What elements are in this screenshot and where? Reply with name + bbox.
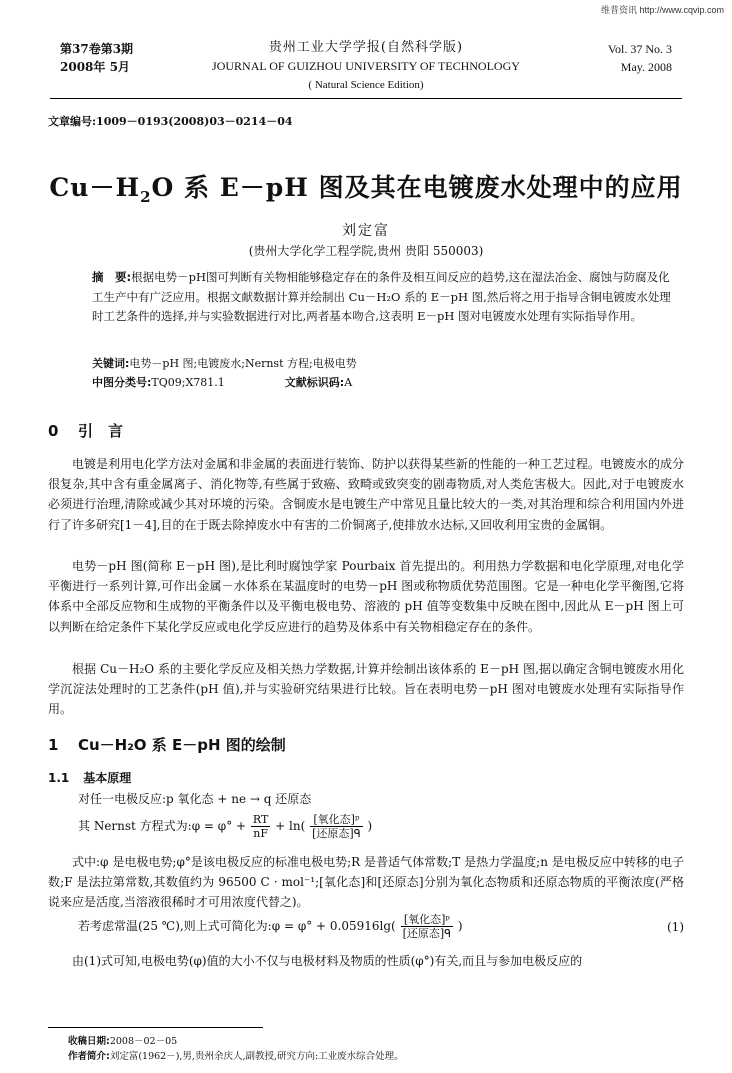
nernst-equation <box>78 813 372 840</box>
author-bio <box>68 1048 404 1062</box>
ln-close: ) <box>367 819 373 833</box>
symbol-definitions: 式中:φ 是电极电势;φ°是该电极反应的标准电极电势;R 是普适气体常数;T 是热力学温度;n 是电极反应中转移的电子数;F 是法拉第常数,其数值约为 96500 C · mol⁻¹;[氧化态]和[还原态]分别为氧化态物质和还原态物质的平衡浓度(严格说来应是活度,当溶液很稀时才可用浓度代替之)。 <box>48 855 684 910</box>
eq1-ratio <box>401 913 454 940</box>
abstract-label: 摘 要: <box>92 270 132 284</box>
eq1-prefix: 若考虑常温(25 ℃),则上式可简化为:φ = φ° + 0.05916lg( <box>78 919 396 933</box>
concentration-ratio <box>310 813 363 840</box>
watermark-text: 维普资讯 http://www.cqvip.com <box>600 5 724 15</box>
title-subscript: 2 <box>140 188 152 206</box>
section-1-heading <box>48 734 286 755</box>
oxidized-numerator: [氧化态]ᵖ <box>310 813 363 827</box>
classification-label: 中图分类号: <box>92 376 152 389</box>
intro-paragraph-1: 电镀是利用电化学方法对金属和非金属的表面进行装饰、防护以获得某些新的性能的一种工艺过程。电镀废水的成分很复杂,其中含有重金属离子、消化物等,有些属于致癌、致畸或致突变的剧毒物质,对人类危害极大。因此,对于电镀废水必须进行治理,清除或减少其对环境的污染。含铜废水是电镀生产中常见且量比较大的一类,对其治理和综合利用国内外进行了许多研究[1－4],目的在于既去除掉废水中有害的二价铜离子,使排放水达标,又回收利用宝贵的金属铜。 <box>48 457 685 532</box>
journal-title-cn: 贵州工业大学学报(自然科学版) <box>268 40 464 55</box>
subsection-1-1-title: 基本原理 <box>83 771 132 785</box>
rt-over-nf <box>251 813 270 840</box>
intro-paragraph-3: 根据 Cu－H₂O 系的主要化学反应及相关热力学数据,计算并绘制出该体系的 E－pH 图,据以确定含铜电镀废水用化学沉淀法处理时的工艺条件(pH 值),并与实验研究结果进行比较。旨在表明电势－pH 图对电镀废水处理有实际指导作用。 <box>48 662 684 717</box>
title-part2: O 系 E－pH 图及其在电镀废水处理中的应用 <box>151 173 683 202</box>
reduced-denominator: [还原态]ᑫ <box>312 827 361 840</box>
eq1-followup: 由(1)式可知,电极电势(φ)值的大小不仅与电极材料及物质的性质(φ°)有关,而且与参加电极反应的 <box>72 954 583 968</box>
header-divider <box>50 98 682 99</box>
ln-open: + ln( <box>275 819 306 833</box>
journal-edition-en: ( Natural Science Edition) <box>308 79 424 91</box>
received-value: 2008－02－05 <box>109 1036 178 1047</box>
header-right <box>608 40 672 76</box>
section-0-heading <box>48 420 123 441</box>
section-0-title: 引 言 <box>78 422 124 440</box>
rt-numerator: RT <box>252 813 269 826</box>
eq1-close: ) <box>457 919 463 933</box>
classification-value: TQ09;X781.1 <box>151 376 225 389</box>
section-0-number: 0 <box>48 422 59 440</box>
received-date <box>68 1033 177 1047</box>
received-label: 收稿日期: <box>68 1036 110 1047</box>
section-1-number: 1 <box>48 736 59 754</box>
keywords-text: 电势－pH 图;电镀废水;Nernst 方程;电极电势 <box>129 357 357 370</box>
keywords-label: 关键词: <box>92 357 130 370</box>
doc-code-label: 文献标识码: <box>284 376 345 389</box>
abstract <box>92 268 678 327</box>
affiliation: (贵州大学化学工程学院,贵州 贵阳 550003) <box>248 244 484 258</box>
header-left <box>60 40 133 76</box>
journal-title-en: JOURNAL OF GUIZHOU UNIVERSITY OF TECHNOLOGY <box>212 59 520 73</box>
nf-denominator: nF <box>253 827 268 840</box>
title-part1: Cu－H <box>49 173 141 202</box>
section-1-title: Cu－H₂O 系 E－pH 图的绘制 <box>78 736 286 754</box>
keywords <box>92 355 357 371</box>
footnote-divider <box>48 1027 263 1028</box>
simplified-equation <box>78 913 463 940</box>
eq1-oxidized: [氧化态]ᵖ <box>401 913 454 927</box>
electrode-reaction: 对任一电极反应:p 氧化态 + ne → q 还原态 <box>78 792 312 806</box>
volume-cn: 第37卷第3期 <box>60 42 134 56</box>
author-bio-label: 作者简介: <box>68 1051 110 1062</box>
date-cn: 2008年 5月 <box>60 60 130 74</box>
author-bio-text: 刘定富(1962－),男,贵州余庆人,副教授,研究方向:工业废水综合处理。 <box>109 1051 404 1062</box>
volume-en: Vol. 37 No. 3 <box>607 42 672 56</box>
paper-title <box>40 168 692 206</box>
eq1-reduced: [还原态]ᑫ <box>402 927 452 940</box>
nernst-prefix: 其 Nernst 方程式为:φ = φ° + <box>78 819 247 833</box>
classification <box>92 374 352 390</box>
header-center <box>200 38 532 76</box>
doc-code-value: A <box>344 376 353 389</box>
author-name: 刘定富 <box>342 223 390 239</box>
abstract-text: 根据电势－pH图可判断有关物相能够稳定存在的条件及相互间反应的趋势,这在湿法冶金、腐蚀与防腐及化工生产中有广泛应用。根据文献数据计算并绘制出 Cu－H₂O 系的 E－pH 图,然后将之用于指导含铜电镀废水处理时工艺条件的选择,并与实验数据进行对比,两者基本吻合,这表明 E－pH 图对电镀废水处理有实际指导作用。 <box>92 270 671 323</box>
article-number: 文章编号:1009－0193(2008)03－0214－04 <box>48 115 293 128</box>
date-en: May. 2008 <box>620 60 672 74</box>
subsection-1-1-heading <box>48 769 131 786</box>
equation-number: (1) <box>667 920 684 934</box>
subsection-1-1-number: 1.1 <box>48 771 70 785</box>
intro-paragraph-2: 电势－pH 图(简称 E－pH 图),是比利时腐蚀学家 Pourbaix 首先提出的。利用热力学数据和电化学原理,对电化学平衡进行一系列计算,可作出金属－水体系在某温度时的电势－pH 图或称物质优势范围图。它是一种电化学平衡图,它将体系中全部反应物和生成物的平衡条件以及平衡电极电势、溶液的 pH 值等变数集中反映在图中,因此从 E－pH 图上可以判断在给定条件下某化学反应或电化学反应进行的趋势及体系中有关物相稳定存在的条件。 <box>48 559 684 634</box>
